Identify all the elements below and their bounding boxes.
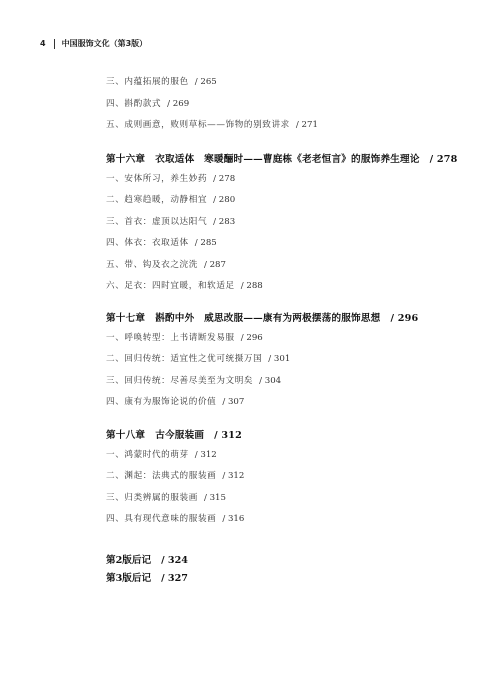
toc-section[interactable]: 三、内蕴拓展的服色 / 265 [106,77,217,87]
toc-section[interactable]: 二、回归传统：适宜性之优可统摄万国 / 301 [106,354,291,364]
header-divider [54,39,55,49]
toc-section[interactable]: 一、鸿蒙时代的萌芽 / 312 [106,449,217,460]
toc-section[interactable]: 一、安体所习，养生妙药 / 278 [106,173,236,184]
table-of-contents [106,72,466,588]
toc-afterword[interactable]: 第3版后记 / 327 [106,572,188,584]
toc-afterword[interactable]: 第2版后记 / 324 [106,554,188,566]
running-header [40,38,147,49]
toc-section[interactable]: 五、带、钩及衣之浣洗 / 287 [106,259,226,270]
toc-section[interactable]: 四、康有为服饰论说的价值 / 307 [106,397,245,407]
toc-section[interactable]: 四、斟酌款式 / 269 [106,98,190,109]
toc-section[interactable]: 三、首衣：虚顶以达阳气 / 283 [106,216,236,227]
toc-section[interactable]: 一、呼唤转型：上书请断发易服 / 296 [106,332,263,343]
toc-chapter-16[interactable]: 第十六章 衣取适体 寒暖酾时——曹庭栋《老老恒言》的服饰养生理论 / 278 [106,153,458,165]
toc-section[interactable]: 五、成则画意，败则草标——饰物的别致讲求 / 271 [106,120,318,130]
toc-section[interactable]: 六、足衣：四时宜暖，和软适足 / 288 [106,281,263,291]
toc-section[interactable]: 四、具有现代意味的服装画 / 316 [106,514,245,524]
book-title: 中国服饰文化（第3版） [61,39,148,48]
toc-section[interactable]: 四、体衣：衣取适体 / 285 [106,238,217,248]
toc-section[interactable]: 二、渊起：法典式的服装画 / 312 [106,471,245,481]
toc-section[interactable]: 三、归类辨属的服装画 / 315 [106,492,226,503]
toc-chapter-17[interactable]: 第十七章 斟酌中外 威思改服——康有为两极摆荡的服饰思想 / 296 [106,312,419,324]
toc-chapter-18[interactable]: 第十八章 古今服装画 / 312 [106,429,243,441]
toc-section[interactable]: 三、回归传统：尽善尽美至为文明矣 / 304 [106,375,282,386]
toc-section[interactable]: 二、趋寒趋暖，动静相宜 / 280 [106,195,236,205]
page-number: 4 [40,39,46,48]
